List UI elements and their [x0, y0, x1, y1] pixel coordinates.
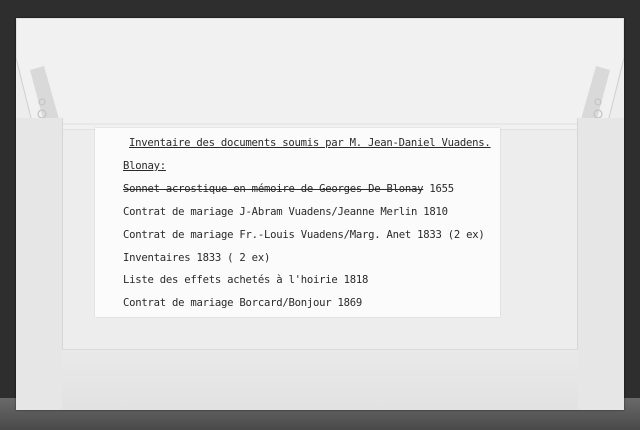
- envelope-flap: [16, 18, 624, 130]
- inventory-item: Inventaires 1833 ( 2 ex): [123, 252, 271, 264]
- inventory-item: Contrat de mariage J-Abram Vuadens/Jeanne Merlin 1810: [123, 206, 448, 218]
- envelope-left-panel: [16, 118, 63, 410]
- inventory-item: Contrat de mariage Borcard/Bonjour 1869: [123, 297, 362, 309]
- struck-item-text: Sonnet acrostique en mémoire de Georges De Blonay: [123, 183, 424, 195]
- envelope-right-panel: [577, 118, 624, 410]
- document-title: Inventaire des documents soumis par M. Jean-Daniel Vuadens.: [129, 137, 491, 149]
- envelope-bottom-fold: [62, 349, 578, 410]
- struck-item-year: 1655: [429, 183, 454, 195]
- inventory-label: [95, 128, 500, 317]
- struck-item: [123, 183, 454, 195]
- inventory-item: Contrat de mariage Fr.-Louis Vuadens/Marg. Anet 1833 (2 ex): [123, 229, 485, 241]
- inventory-item: Liste des effets achetés à l'hoirie 1818: [123, 274, 369, 286]
- section-heading: Blonay:: [123, 160, 166, 172]
